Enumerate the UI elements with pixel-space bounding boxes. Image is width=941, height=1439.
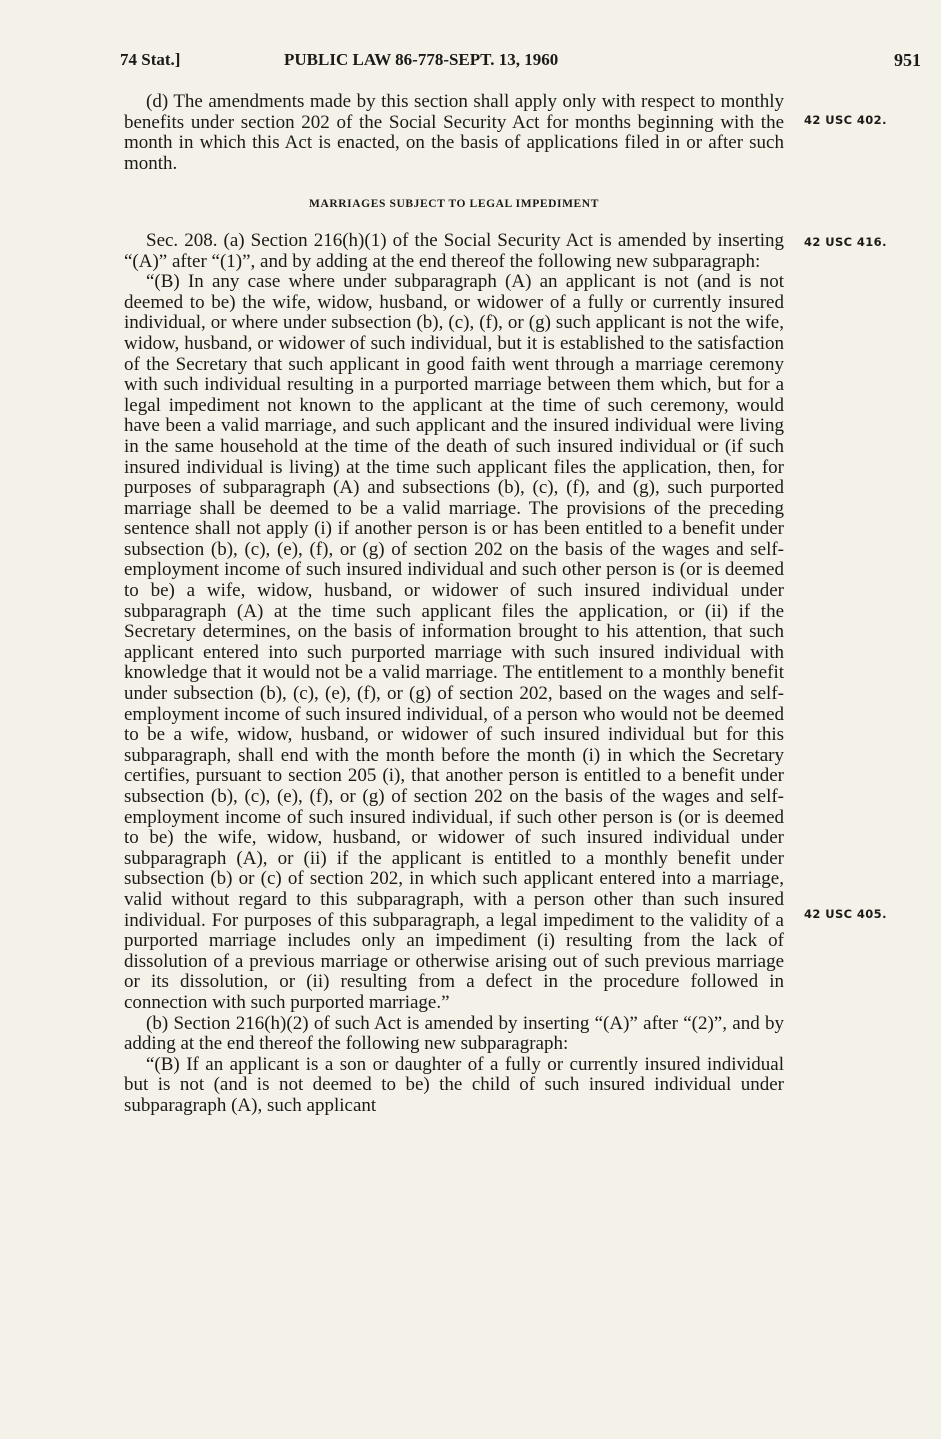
volume-citation: 74 Stat.] [120,50,181,69]
margin-note-416: 42 USC 416. [804,235,887,249]
margin-note-402: 42 USC 402. [804,113,887,127]
margin-note-405: 42 USC 405. [804,907,887,921]
paragraph-subparagraph-b-2: “(B) If an applicant is a son or daughter of a fully or currently insured individual but is not (and is not deemed to be) the child of such insured individual under subparagraph (A), such applicant [124,1053,784,1116]
paragraph-d: (d) The amendments made by this section shall apply only with respect to monthly benefits under section 202 of the Social Security Act for months beginning with the month in which this Act is enacted, on the basis of applications filed in or after such month. [124,91,784,174]
page-number: 951 [894,50,921,70]
running-header [120,50,921,74]
paragraph-sec208a: Sec. 208. (a) Section 216(h)(1) of the Social Security Act is amended by inserting “(A)” after “(1)”, and by adding at the end thereof the following new subparagraph: [124,229,784,272]
body-text [124,92,784,1117]
law-title: PUBLIC LAW 86-778-SEPT. 13, 1960 [284,50,559,69]
paragraph-b: (b) Section 216(h)(2) of such Act is amended by inserting “(A)” after “(2)”, and by adding at the end thereof the following new subparagraph: [124,1012,784,1055]
paragraph-subparagraph-b-1: “(B) In any case where under subparagraph (A) an applicant is not (and is not deemed to be) the wife, widow, husband, or widower of a fully or currently insured individual, or where under subsection (b), (c), (f), or (g) such applicant is not the wife, widow, husband, or widower of such individual, but it is established to the satisfaction of the Secretary that such applicant in good faith went through a marriage ceremony with such individual resulting in a purported marriage between them which, but for a legal impediment not known to the applicant at the time of such ceremony, would have been a valid marriage, and such applicant and the insured individual were living in the same household at the time of the death of such insured individual or (if such insured individual is living) at the time such applicant files the application, then, for purposes of subparagraph (A) and subsections (b), (c), (f), and (g), such purported marriage shall be deemed to be a valid marriage. The provisions of the preceding sentence shall not apply (i) if another person is or has been entitled to a benefit under subsection (b), (c), (e), (f), or (g) of section 202 on the basis of the wages and self-employment income of such insured individual and such other person is (or is deemed to be) a wife, widow, husband, or widower of such insured individual under subparagraph (A) at the time such applicant files the application, or (ii) if the Secretary determines, on the basis of information brought to his attention, that such applicant entered into such purported marriage with such insured individual with knowledge that it would not be a valid marriage. The entitlement to a monthly benefit under subsection (b), (c), (e), (f), or (g) of section 202, based on the wages and self-employment income of such insured individual, of a person who would not be deemed to be a wife, widow, husband, or widower of such insured individual but for this subparagraph, shall end with the month before the month (i) in which the Secretary certifies, pursuant to section 205 (i), that another person is entitled to a benefit under subsection (b), (c), (e), (f), or (g) of section 202 on the basis of the wages and self-employment income of such insured individual, if such other person is (or is deemed to be) the wife, widow, husband, or widower of such insured individual under subparagraph (A), or (ii) if the applicant is entitled to a monthly benefit under subsection (b) or (c) of section 202, in which such applicant entered into a marriage, valid without regard to this subparagraph, with a person other than such insured individual. For purposes of this subparagraph, a legal impediment to the validity of a purported marriage includes only an impediment (i) resulting from the lack of dissolution of a previous marriage or otherwise arising out of such previous marriage or its dissolution, or (ii) resulting from a defect in the procedure followed in connection with such purported marriage.” [124,271,784,1013]
section-heading: MARRIAGES SUBJECT TO LEGAL IMPEDIMENT [309,198,599,211]
